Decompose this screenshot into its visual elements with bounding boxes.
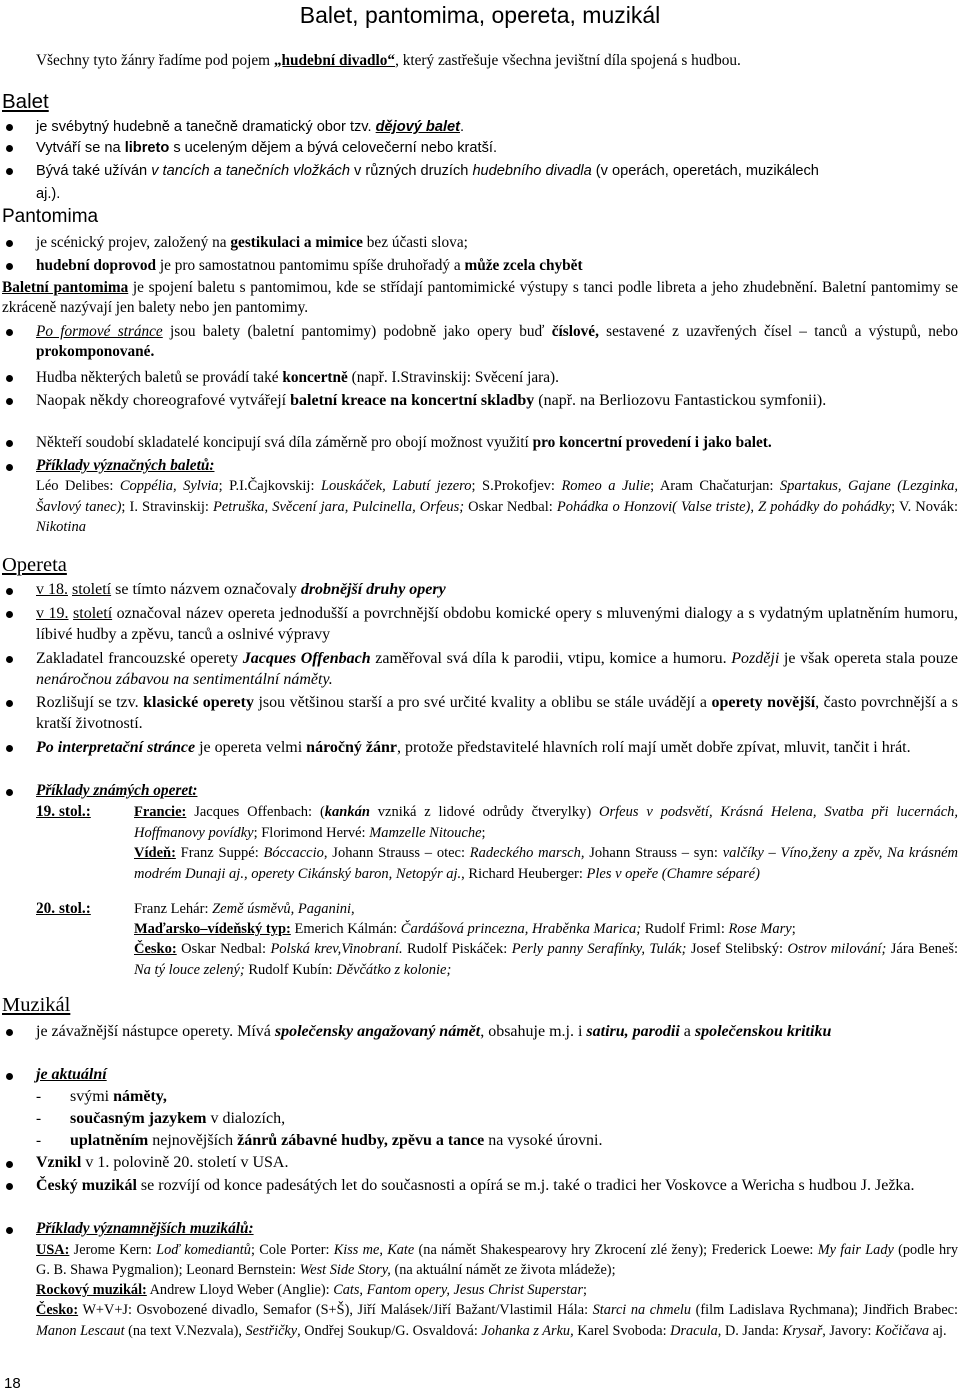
bullet-icon — [6, 375, 13, 382]
term: baletní kreace na koncertní skladby — [290, 392, 535, 409]
text: Karel Svoboda: — [573, 1323, 671, 1339]
work: Rose Mary — [728, 921, 792, 937]
operetta-france — [134, 802, 958, 843]
text: na vysoké úrovni. — [484, 1132, 603, 1149]
examples-label — [36, 456, 214, 476]
text: zaměřoval svá díla k parodii, vtipu, komice a humoru. — [370, 650, 732, 667]
label: Příklady význačných baletů: — [36, 457, 215, 474]
bullet-icon — [6, 745, 13, 752]
text: Někteří soudobí skladatelé koncipují svá díla záměrně pro obojí možnost využití — [36, 434, 533, 451]
text: Rudolf Kubín: — [244, 961, 337, 978]
text: Léo Delibes: — [36, 478, 120, 494]
text: ; — [791, 921, 796, 937]
period-label — [36, 899, 91, 919]
bullet-icon — [6, 700, 13, 707]
text: Andrew Lloyd Weber (Anglie): — [146, 1282, 334, 1298]
work: Mamzelle Nitouche — [369, 824, 482, 841]
text: (na aktuální námět ze života mládeže); — [390, 1262, 616, 1278]
text: Franz Lehár: — [134, 901, 213, 917]
term: náročný žánr — [306, 739, 397, 756]
text: , Johann Strauss – otec: — [323, 845, 470, 861]
text: . — [460, 119, 465, 135]
text: s uceleným dějem a bývá celovečerní nebo kratší. — [169, 140, 497, 156]
label: 20. stol.: — [36, 900, 91, 917]
text: je však opereta stala pouze — [779, 650, 959, 667]
operetta-lehar — [134, 899, 355, 919]
work: Radeckého marsch, — [469, 845, 585, 861]
pantomima-item — [36, 233, 468, 253]
bullet-icon — [6, 1227, 13, 1234]
work: Ostrov milování; — [787, 941, 887, 957]
page-title: Balet, pantomima, opereta, muzikál — [299, 2, 661, 28]
work: Louskáček, Labutí jezero — [320, 478, 472, 494]
period-label — [36, 802, 91, 822]
text: v 19. — [36, 605, 69, 622]
text: , protože představitelé hlavních rolí mají umět dobře zpívat, mluvit, tančit i hrát. — [396, 739, 911, 756]
text: je opereta velmi — [195, 739, 307, 756]
work: Země úsměvů, Paganini — [212, 901, 352, 917]
operetta-hungary — [134, 919, 796, 939]
text: Johann Strauss – syn: — [584, 845, 723, 861]
term: Po formové stránce — [36, 323, 163, 340]
text: označoval název opereta jednodušší a povrchnější obdobu komické opery s mluvenými dialogy a s vydatným uplatněním humoru, líbivé hudby a zpěvu, tanců a oslnivé výpravy — [36, 605, 958, 643]
text: (v operách, operetách, muzikálech — [591, 163, 819, 179]
bullet-icon — [6, 611, 13, 618]
bullet-icon — [6, 656, 13, 663]
country: USA: — [36, 1242, 70, 1258]
work: Spartakus, Gajane (Lezginka, Šavlový tanec) — [36, 478, 958, 515]
bullet-icon — [6, 263, 13, 270]
pantomima-paragraph — [2, 278, 958, 318]
country: Francie: — [134, 804, 187, 820]
bullet-icon — [6, 398, 13, 405]
work: Čardášová princezna, Hraběnka Marica; — [400, 921, 642, 937]
work: Starci na chmelu — [592, 1302, 692, 1318]
work: Na tý louce zelený; — [134, 961, 245, 978]
text: se tímto názvem označovaly — [111, 581, 301, 598]
text: Rozlišují se tzv. — [36, 694, 144, 711]
text: Jacques Offenbach: ( — [186, 804, 325, 820]
bullet-icon — [6, 168, 13, 175]
text: , Ondřej Soukup/G. Osvaldová: — [297, 1323, 482, 1339]
operetta-czech — [134, 939, 958, 980]
muzikal-item — [36, 1175, 958, 1196]
section-heading-muzikal — [2, 993, 70, 1017]
work: Dracula — [670, 1323, 718, 1339]
text: Jerome Kern: — [69, 1242, 157, 1258]
text: ; I. Stravinskij: — [121, 498, 213, 515]
text: jsou většinou starší a pro své určité kvality a oblibu se stále uvádějí a — [253, 694, 712, 711]
term: Po interpretační stránce — [36, 739, 196, 756]
text: , — [351, 901, 355, 917]
text: se rozvíjí od konce padesátých let do současnosti a opírá se m.j. také o tradici her Voskovce a Wericha s hudbou J. Ježka. — [136, 1177, 915, 1194]
work: Nikotina — [36, 519, 86, 535]
term: drobnější druhy opery — [300, 581, 446, 598]
text: ; Cole Porter: — [250, 1242, 334, 1258]
country: Česko: — [134, 941, 177, 957]
work: West Side Story, — [299, 1262, 391, 1278]
text: , Richard Heuberger: — [461, 865, 587, 882]
text: Rudolf Friml: — [641, 921, 729, 937]
text: (film Ladislava Rychmana); Jindřich Brabec: — [691, 1302, 958, 1318]
examples-label — [36, 781, 197, 801]
bullet-icon — [6, 1073, 13, 1080]
text: Naopak někdy choreografové vytvářejí — [36, 392, 291, 409]
muzikal-subitem — [70, 1087, 167, 1107]
work: Sestřičky — [245, 1323, 298, 1339]
dash-marker: - — [36, 1132, 42, 1149]
muzikal-item — [36, 1021, 958, 1042]
pantomima-item — [36, 256, 583, 276]
text: bez účasti slova; — [362, 234, 468, 251]
section-heading-balet — [2, 90, 49, 114]
text: , často povrchnější a s kratší životností. — [36, 694, 958, 732]
text: (např. I.Stravinskij: Svěcení jara). — [347, 369, 559, 386]
text: století — [73, 605, 113, 622]
term: žánrů zábavné hudby, zpěvu a tance — [237, 1132, 485, 1149]
work: valčíky – Víno,ženy a zpěv, Na krásném modrém Dunaji aj., operety Cikánský baron, Netopýr aj. — [134, 845, 958, 882]
country: Vídeň: — [134, 845, 176, 861]
term: je aktuální — [36, 1066, 107, 1083]
heading-text: Muzikál — [2, 994, 71, 1016]
bullet-icon — [6, 1029, 13, 1036]
text: svými — [70, 1088, 114, 1105]
work: Petruška, Svěcení jara, Pulcinella, Orfeus; — [213, 498, 465, 515]
intro-text: , který zastřešuje všechna jevištní díla spojená s hudbou. — [395, 52, 741, 69]
balet-item — [36, 138, 497, 158]
text: ; — [583, 1282, 587, 1298]
operetta-vienna — [134, 843, 958, 884]
intro-term: „hudební divadlo“ — [273, 52, 396, 69]
ballet-examples — [36, 476, 958, 538]
text: je pro samostatnou pantomimu spíše druhořadý a — [156, 257, 465, 274]
text: (na text V.Nezvala), — [124, 1323, 246, 1339]
text: , Javory: — [822, 1323, 876, 1339]
term: nenáročnou zábavou na sentimentální náměty. — [36, 671, 333, 688]
pantomima-item — [36, 390, 958, 411]
work: Loď komediantů — [156, 1242, 251, 1258]
term: kankán — [324, 804, 370, 820]
text: aj. — [929, 1323, 947, 1339]
text: ; — [481, 824, 486, 841]
page-number: 18 — [4, 1375, 21, 1392]
term: operety novější — [711, 694, 816, 711]
text: nejnovějších — [148, 1132, 238, 1149]
text: je spojení baletu s pantomimou, kde se střídají pantomimické výstupy s tanci podle libreta a jeho zhudebnění. Baletní pantomimy se zkráceně nazývají jen balety nebo jen pantomimy. — [2, 279, 958, 316]
text: je závažnější nástupce operety. Mívá — [36, 1023, 275, 1040]
label: Příklady známých operet: — [36, 782, 198, 799]
opereta-item — [36, 603, 958, 645]
term: hudebního divadla — [472, 163, 592, 179]
text: Rudolf Piskáček: — [402, 941, 512, 957]
muzikal-item — [36, 1153, 288, 1173]
work: Manon Lescaut — [36, 1323, 125, 1339]
text: ; V. Novák: — [891, 498, 958, 515]
muzikal-subitem — [70, 1109, 285, 1129]
term: Později — [731, 650, 780, 667]
work: Kiss me, Kate — [333, 1242, 415, 1258]
work: Coppélia, Sylvia — [119, 478, 219, 494]
work: Polská krev,Vinobraní. — [270, 941, 403, 957]
term: Jacques Offenbach — [242, 650, 371, 667]
term: gestikulaci a mimice — [230, 234, 363, 251]
muzikal-subitem — [70, 1131, 602, 1151]
heading-text: Balet — [2, 90, 49, 113]
text: , obsahuje m.j. i — [480, 1023, 587, 1040]
bullet-icon — [6, 588, 13, 595]
work: Ples v opeře (Chamre séparé) — [586, 865, 760, 882]
section-heading-opereta — [2, 553, 67, 577]
term: náměty, — [113, 1088, 167, 1105]
label: 19. stol.: — [36, 803, 91, 820]
text: jsou balety (baletní pantomimy) podobně jako opery buď — [162, 323, 552, 340]
text: W+V+J: Osvobozené divadlo, Semafor (S+Š), Jiří Malásek/Jiří Bažant/Vlastimil Hála: — [78, 1302, 593, 1318]
text: v dialozích, — [206, 1110, 286, 1127]
dash-marker: - — [36, 1088, 42, 1105]
bullet-icon — [6, 124, 13, 131]
opereta-item — [36, 580, 446, 600]
text: Emerich Kálmán: — [290, 921, 401, 937]
work: Pohádka o Honzovi( Valse triste), Z pohádky do pohádky — [556, 498, 892, 515]
term: Vznikl — [36, 1154, 82, 1171]
heading-text: Opereta — [2, 554, 67, 576]
text: (na námět Shakespearovy hry Zkrocení zlé ženy); Frederick Loewe: — [414, 1242, 818, 1258]
text: a — [679, 1023, 695, 1040]
text: sestavené z uzavřených čísel – tanců a výstupů, nebo — [598, 323, 958, 340]
bullet-icon — [6, 240, 13, 247]
term: libreto — [124, 140, 170, 156]
text: v 18. — [36, 581, 68, 598]
text: Oskar Nedbal: — [464, 498, 557, 515]
text: (podle hry G. B. Shawa Pygmalion); Leonard Bernstein: — [36, 1242, 959, 1278]
text: vzniká z lidové odrůdy čtverylky) — [369, 804, 600, 820]
term: společensky angažovaný námět — [274, 1023, 481, 1040]
term: společenskou kritiku — [694, 1023, 832, 1040]
balet-item — [36, 161, 819, 181]
bullet-icon — [6, 1161, 13, 1168]
text: Jára Beneš: — [886, 941, 958, 957]
dash-marker: - — [36, 1110, 42, 1127]
intro-text: Všechny tyto žánry řadíme pod pojem — [36, 52, 274, 69]
text: v 1. polovině 20. století v USA. — [81, 1154, 289, 1171]
muzikal-item — [36, 1065, 107, 1085]
pantomima-item — [36, 433, 772, 453]
section-heading-pantomima: Pantomima — [2, 206, 99, 227]
text: ; S.Prokofjev: — [471, 478, 562, 494]
term: koncertně — [282, 369, 348, 386]
work: Romeo a Julie — [561, 478, 651, 494]
term: satiru, parodii — [586, 1023, 680, 1040]
work: Bóccaccio — [263, 845, 324, 861]
term: Český muzikál — [36, 1177, 137, 1194]
text: ; Florimond Hervé: — [253, 824, 370, 841]
work: Krysař — [782, 1323, 823, 1339]
text: Oskar Nedbal: — [176, 941, 271, 957]
work: Kočičava — [875, 1323, 930, 1339]
musicals-czech — [36, 1300, 958, 1342]
bullet-icon — [6, 440, 13, 447]
term: může zcela chybět — [464, 257, 583, 274]
examples-label — [36, 1219, 254, 1239]
work: Orfeus v podsvětí, Krásná Helena, Svatba při lucernách, Hoffmanovy povídky — [134, 804, 959, 841]
label: Příklady významnějších muzikálů: — [36, 1220, 254, 1237]
text: v různých druzích — [349, 163, 473, 179]
musicals-rock — [36, 1280, 587, 1300]
text: ; Aram Chačaturjan: — [650, 478, 780, 494]
balet-item-cont: aj.). — [36, 186, 61, 202]
work: Perly panny Serafínky, Tulák; — [511, 941, 687, 957]
text: Franz Suppé: — [175, 845, 264, 861]
text: století — [72, 581, 112, 598]
bullet-icon — [6, 145, 13, 152]
term: Baletní pantomima — [2, 279, 129, 296]
work: My fair Lady — [817, 1242, 894, 1258]
musicals-usa — [36, 1240, 958, 1280]
text: je scénický projev, založený na — [36, 234, 231, 251]
term: pro koncertní provedení i jako balet. — [532, 434, 772, 451]
bullet-icon — [6, 789, 13, 796]
text: (např. na Berliozovu Fantastickou symfonii). — [534, 392, 827, 409]
term: prokomponované. — [36, 343, 155, 360]
text: ; P.I.Čajkovskij: — [218, 478, 321, 494]
term: dějový balet — [375, 119, 460, 135]
opereta-item — [36, 737, 958, 758]
country: Česko: — [36, 1302, 79, 1318]
opereta-item — [36, 692, 958, 734]
text: Bývá také užíván — [36, 163, 152, 179]
opereta-item — [36, 648, 958, 690]
country: Rockový muzikál: — [36, 1282, 147, 1298]
text: Josef Stelibský: — [686, 941, 788, 957]
intro-paragraph — [36, 51, 741, 71]
text: Vytváří se na — [36, 140, 125, 156]
term: současným jazykem — [70, 1110, 207, 1127]
bullet-icon — [6, 329, 13, 336]
pantomima-item — [36, 322, 958, 362]
text: Hudba některých baletů se provádí také — [36, 369, 283, 386]
balet-item — [36, 117, 464, 137]
bullet-icon — [6, 1183, 13, 1190]
work: Johanka z Arku, — [481, 1323, 574, 1339]
term: klasické operety — [143, 694, 254, 711]
text: , D. Janda: — [717, 1323, 783, 1339]
country: Maďarsko–vídeňský typ: — [134, 921, 291, 937]
work: Děvčátko z kolonie; — [336, 961, 452, 978]
pantomima-item — [36, 368, 559, 388]
term: uplatněním — [70, 1132, 149, 1149]
work: Cats, Fantom opery, Jesus Christ Superstar — [333, 1282, 584, 1298]
term: číslové, — [551, 323, 599, 340]
bullet-icon — [6, 464, 13, 471]
text: je svébytný hudebně a tanečně dramatický obor tzv. — [36, 119, 376, 135]
text: Zakladatel francouzské operety — [36, 650, 243, 667]
term: hudební doprovod — [36, 257, 157, 274]
term: v tancích a tanečních vložkách — [151, 163, 350, 179]
